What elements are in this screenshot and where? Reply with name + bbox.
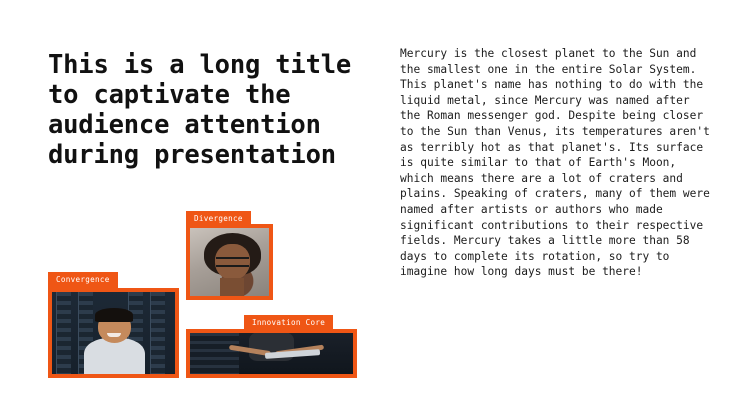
photo-divergence [190,228,269,296]
glasses-icon [216,257,249,267]
photo-card-innovation-core[interactable] [186,329,357,378]
photo-detail-smile [107,333,121,337]
card-label-innovation-core: Innovation Core [244,315,333,331]
photo-card-divergence[interactable] [186,224,273,300]
photo-image-innovation-core [190,333,353,374]
photo-detail-server-rack [56,292,71,374]
photo-convergence [52,292,175,374]
photo-detail-torso [84,338,146,374]
photo-detail-panel [190,333,239,374]
photo-image-convergence [52,292,175,374]
card-label-divergence: Divergence [186,211,251,227]
page-title: This is a long title to captivate the audience attention during presentation [48,50,352,170]
card-label-convergence: Convergence [48,272,118,288]
photo-detail-server-rack [150,292,165,374]
photo-image-divergence [190,228,269,296]
body-paragraph: Mercury is the closest planet to the Sun and the smallest one in the entire Solar System. This planet's name has nothing to do with the liquid metal, since Mercury was named after the Roman messenger god. Despite being closer to the Sun than Venus, its temperatures aren't as terribly hot as that planet's. Its surface is quite similar to that of Earth's Moon, which means there are a lot of craters and plains. Speaking of craters, many of them were named after artists or authors who made significant contributions to their respective fields. Mercury takes a little more than 58 days to complete its rotation, so try to imagine how long days must be there! [400,47,710,279]
photo-detail-hair [95,308,133,322]
photo-innovation-core [190,333,353,374]
photo-detail-neck [220,278,244,296]
photo-card-convergence[interactable] [48,288,179,378]
